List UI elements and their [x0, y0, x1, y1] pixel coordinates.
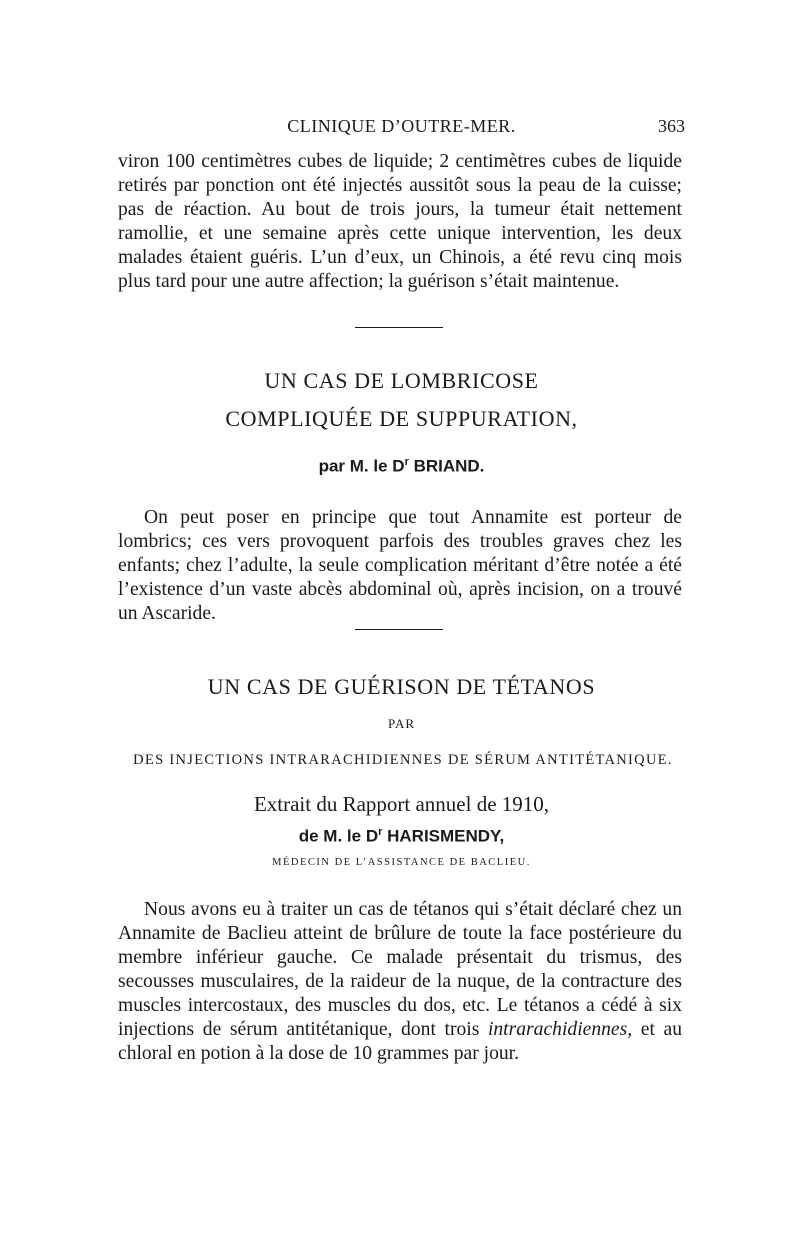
extract-source: Extrait du Rapport annuel de 1910,	[253, 792, 550, 816]
paragraph-text: Nous avons eu à traiter un cas de tétanos qui s’était déclaré chez un Annamite de Baclieu atteint de brûlure de toute la face postérieure du membre inférieur gauche. Ce malade présentait du trismus, des secousses musculaires, de la raideur de la nuque, de la contracture des muscles intercostaux, des muscles du dos, etc. Le tétanos a cédé à six injections de sérum antitétanique, dont trois	[118, 899, 682, 1040]
author-affiliation: MÉDECIN DE L’ASSISTANCE DE BACLIEU.	[272, 857, 531, 868]
article-byline	[118, 826, 685, 847]
byline-prefix: de M. le D	[298, 826, 379, 846]
page-header	[118, 116, 685, 140]
continued-paragraph: viron 100 centimètres cubes de liquide; 2 centimètres cubes de liquide retirés par ponction ont été injectés aussitôt sous la peau de la cuisse; pas de réaction. Au bout de trois jours, la tumeur était nettement ramollie, et une semaine après cette unique intervention, les deux malades étaient guéris. L’un d’eux, un Chinois, a été revu cinq mois plus tard pour une autre affection; la guérison s’était maintenue.	[118, 151, 682, 292]
article-subtitle: DES INJECTIONS INTRARACHIDIENNES DE SÉRUM ANTITÉTANIQUE.	[133, 752, 673, 768]
article-byline	[118, 456, 685, 477]
byline-author: BRIAND.	[408, 456, 485, 476]
title-connector: PAR	[387, 716, 416, 731]
byline-superscript: r	[404, 456, 409, 468]
running-title: CLINIQUE D’OUTRE-MER.	[287, 116, 516, 136]
article-title: UN CAS DE GUÉRISON DE TÉTANOS	[207, 674, 596, 699]
article-title-line-2: COMPLIQUÉE DE SUPPURATION,	[225, 406, 578, 431]
byline-author: HARISMENDY,	[382, 826, 505, 846]
section-divider	[355, 327, 443, 328]
section-divider	[355, 629, 443, 630]
byline-superscript: r	[378, 826, 383, 838]
italic-term: intrarachidiennes,	[487, 1019, 633, 1040]
byline-prefix: par M. le D	[318, 456, 405, 476]
article-paragraph	[118, 898, 682, 1066]
page-number: 363	[658, 116, 685, 136]
article-title-line-1: UN CAS DE LOMBRICOSE	[264, 368, 539, 393]
article-paragraph: On peut poser en principe que tout Annamite est porteur de lombrics; ces vers provoquent parfois des troubles graves chez les enfants; chez l’adulte, la seule complication méritant d’être notée a été l’existence d’un vaste abcès abdominal où, après incision, on a trouvé un Ascaride.	[118, 507, 682, 624]
paragraph-text-end: et au chloral en potion à la dose de 10 grammes par jour.	[118, 1019, 682, 1064]
